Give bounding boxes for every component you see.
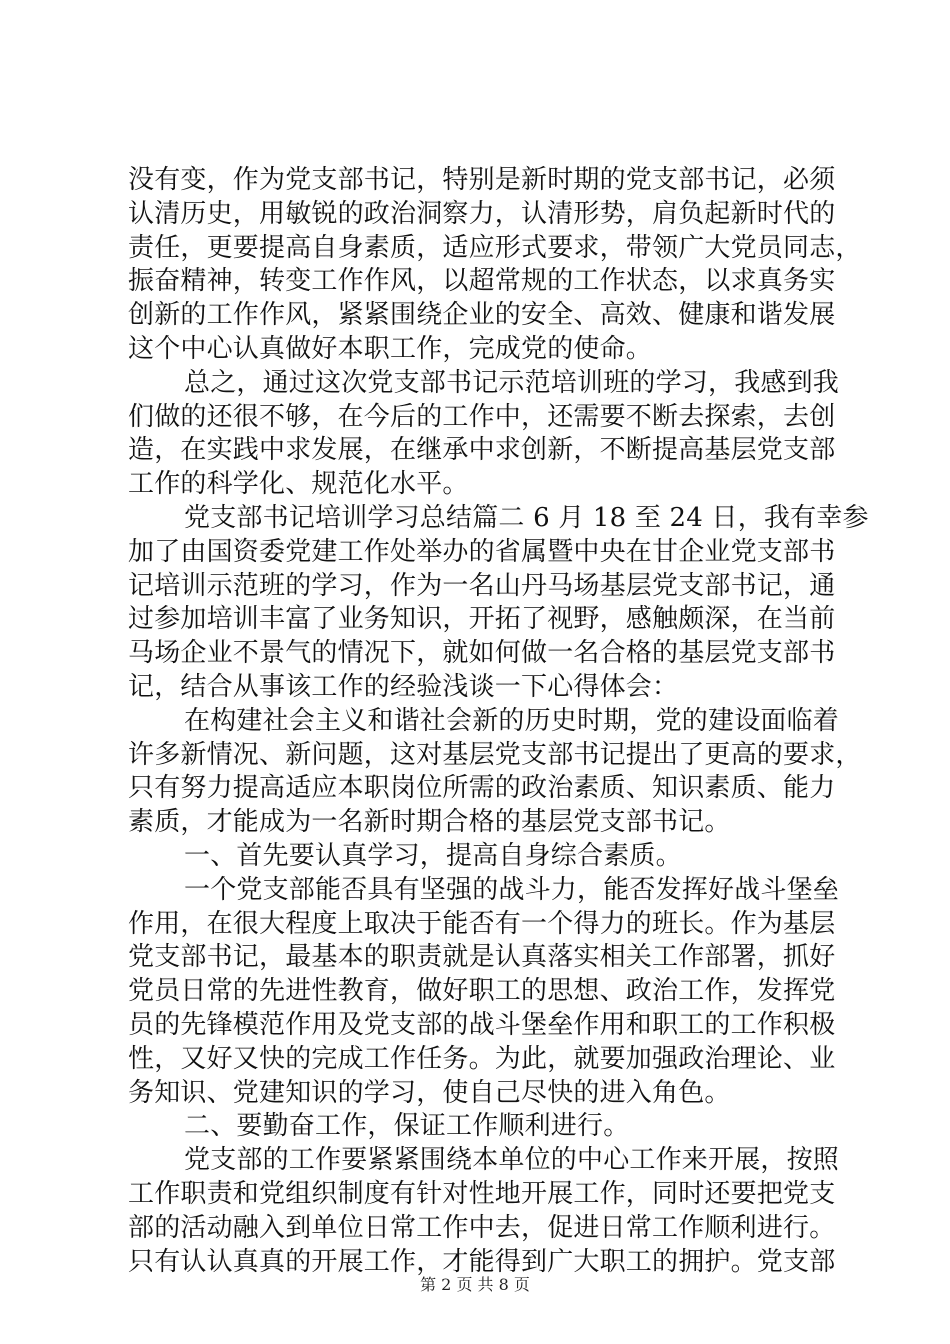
section-heading: 二、要勤奋工作，保证工作顺利进行。: [184, 1111, 630, 1142]
text-line: 员的先锋模范作用及党支部的战斗堡垒作用和职工的工作积极: [128, 1009, 836, 1040]
body-text: [128, 164, 869, 1279]
text-line: 记，结合从事该工作的经验浅谈一下心得体会：: [128, 671, 679, 702]
text-line: 们做的还很不够，在今后的工作中，还需要不断去探索，去创: [128, 401, 836, 432]
text-line: 加了由国资委党建工作处举办的省属暨中央在甘企业党支部书: [128, 536, 836, 567]
text-line: 素质，才能成为一名新时期合格的基层党支部书记。: [128, 807, 731, 838]
text-line: 过参加培训丰富了业务知识，开拓了视野，感触颇深，在当前: [128, 604, 836, 635]
text-line: 造，在实践中求发展，在继承中求创新，不断提高基层党支部: [128, 435, 836, 466]
text-line: 振奋精神，转变工作作风，以超常规的工作状态，以求真务实: [128, 266, 836, 297]
text-line: 这个中心认真做好本职工作，完成党的使命。: [128, 333, 653, 364]
text-line: 责任，更要提高自身素质，适应形式要求，带领广大党员同志，: [128, 232, 862, 263]
text-line: 作用，在很大程度上取决于能否有一个得力的班长。作为基层: [128, 908, 836, 939]
text-line: 党员日常的先进性教育，做好职工的思想、政治工作，发挥党: [128, 976, 836, 1007]
text-line: 记培训示范班的学习，作为一名山丹马场基层党支部书记，通: [128, 570, 836, 601]
paragraph-start-line: 一个党支部能否具有坚强的战斗力，能否发挥好战斗堡垒: [184, 874, 840, 905]
text-line: 党支部书记，最基本的职责就是认真落实相关工作部署，抓好: [128, 942, 836, 973]
text-line: 许多新情况、新问题，这对基层党支部书记提出了更高的要求，: [128, 739, 862, 770]
text-line: 性，又好又快的完成工作任务。为此，就要加强政治理论、业: [128, 1043, 836, 1074]
text-line: 创新的工作作风，紧紧围绕企业的安全、高效、健康和谐发展: [128, 300, 836, 331]
page-footer: [0, 1275, 950, 1295]
text-line: 工作的科学化、规范化水平。: [128, 469, 469, 500]
paragraph-start-line: 在构建社会主义和谐社会新的历史时期，党的建设面临着: [184, 705, 840, 736]
text-line: 只有努力提高适应本职岗位所需的政治素质、知识素质、能力: [128, 773, 836, 804]
text-line: 没有变，作为党支部书记，特别是新时期的党支部书记，必须: [128, 165, 836, 195]
section-heading: 一、首先要认真学习，提高自身综合素质。: [184, 840, 682, 871]
text-line: 只有认认真真的开展工作，才能得到广大职工的拥护。党支部: [128, 1246, 836, 1277]
text-line: 马场企业不景气的情况下，就如何做一名合格的基层党支部书: [128, 638, 836, 669]
paragraph-start-line: 总之，通过这次党支部书记示范培训班的学习，我感到我: [184, 367, 840, 398]
text-line: 工作职责和党组织制度有针对性地开展工作，同时还要把党支: [128, 1178, 836, 1209]
page-number-label: 第 2 页 共 8 页: [420, 1275, 530, 1294]
text-line: 务知识、党建知识的学习，使自己尽快的进入角色。: [128, 1077, 731, 1108]
paragraph-start-line: 党支部书记培训学习总结篇二 6 月 18 至 24 日，我有幸参: [184, 502, 869, 533]
text-line: 认清历史，用敏锐的政治洞察力，认清形势，肩负起新时代的: [128, 198, 836, 229]
text-line: 部的活动融入到单位日常工作中去，促进日常工作顺利进行。: [128, 1212, 836, 1243]
paragraph-start-line: 党支部的工作要紧紧围绕本单位的中心工作来开展，按照: [184, 1145, 840, 1176]
